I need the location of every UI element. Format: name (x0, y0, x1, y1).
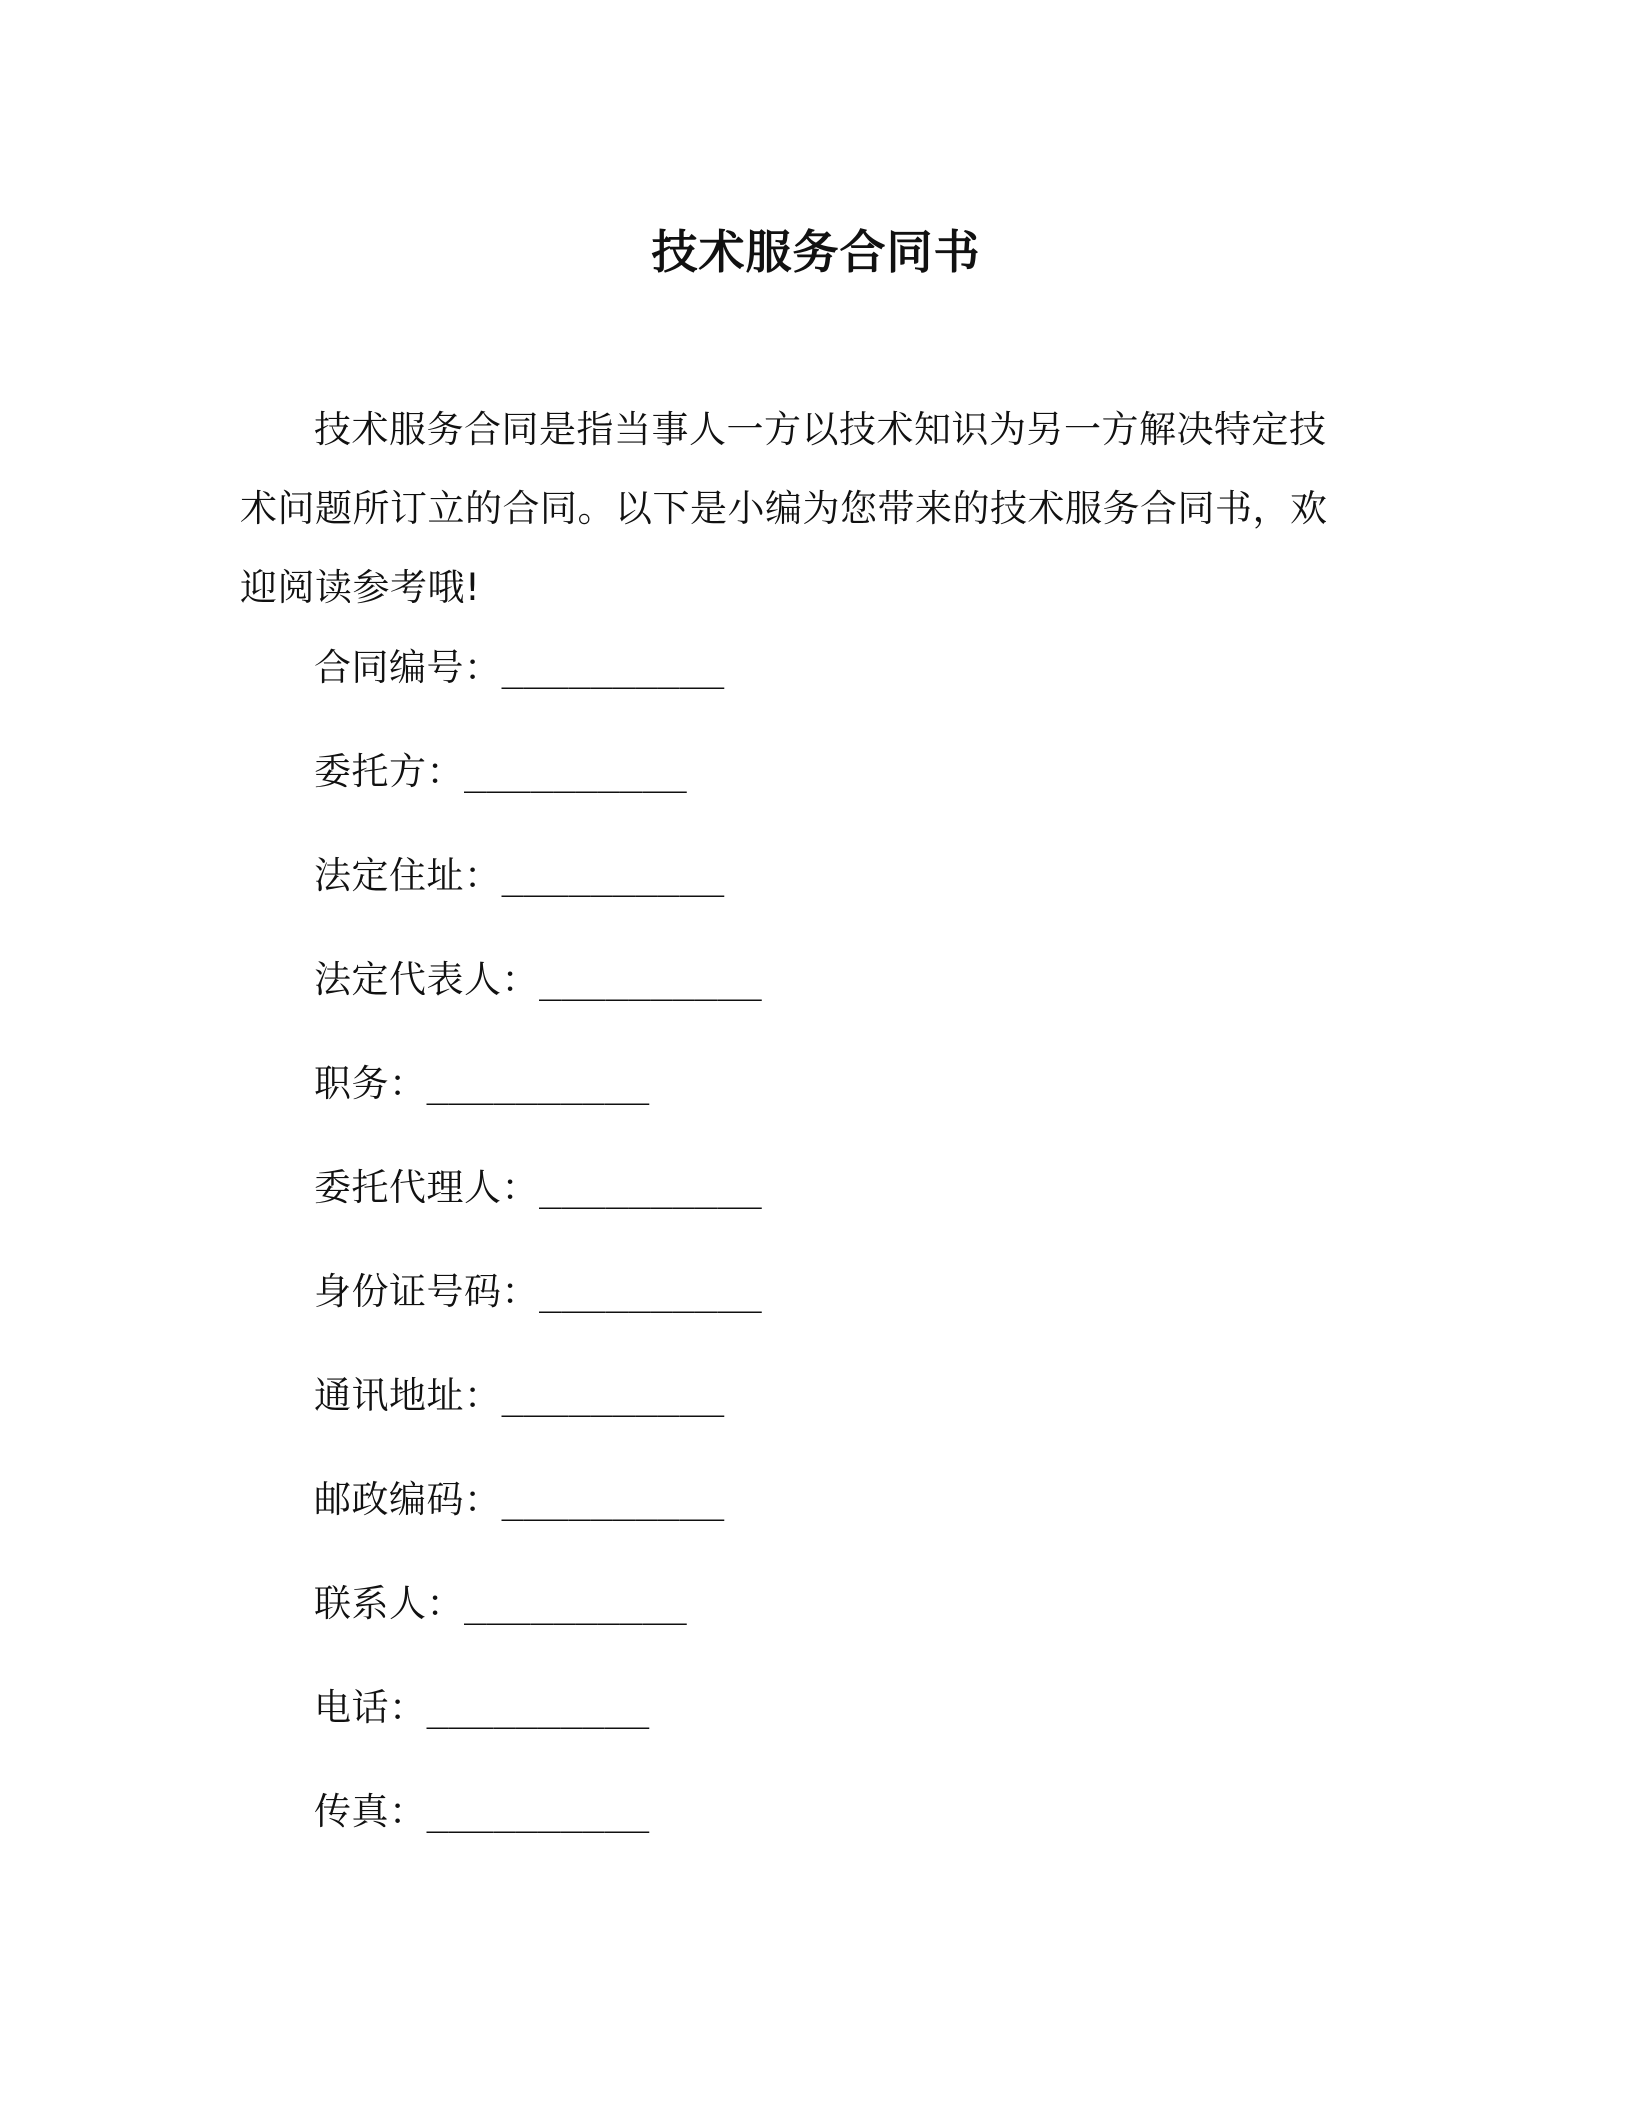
field-label: 传真： (314, 1790, 427, 1833)
field-label: 法定住址： (314, 854, 502, 897)
field-contract-number (314, 642, 762, 746)
field-label: 电话： (314, 1686, 427, 1729)
field-blank: __________ (539, 1166, 762, 1209)
field-label: 委托方： (314, 750, 464, 793)
field-label: 职务： (314, 1062, 427, 1105)
field-label: 邮政编码： (314, 1478, 502, 1521)
field-legal-address (314, 850, 762, 954)
field-postal-code (314, 1474, 762, 1578)
field-label: 通讯地址： (314, 1374, 502, 1417)
field-blank: __________ (501, 854, 725, 897)
document-title: 技术服务合同书 (651, 225, 981, 279)
field-blank: __________ (539, 1270, 762, 1313)
contract-fields (314, 642, 762, 1890)
field-label: 法定代表人： (314, 958, 539, 1001)
field-label: 合同编号： (314, 646, 502, 689)
field-fax (314, 1786, 762, 1890)
field-label: 委托代理人： (314, 1166, 539, 1209)
field-client (314, 746, 762, 850)
field-blank: __________ (464, 1582, 687, 1625)
field-agent (314, 1162, 762, 1266)
field-id-number (314, 1266, 762, 1370)
field-label: 身份证号码： (314, 1270, 539, 1313)
field-blank: __________ (426, 1790, 650, 1833)
field-label: 联系人： (314, 1582, 464, 1625)
field-contact-person (314, 1578, 762, 1682)
field-mailing-address (314, 1370, 762, 1474)
field-blank: __________ (501, 646, 725, 689)
field-blank: __________ (501, 1478, 725, 1521)
field-position (314, 1058, 762, 1162)
field-blank: __________ (539, 958, 762, 1001)
intro-paragraph: 技术服务合同是指当事人一方以技术知识为另一方解决特定技术问题所订立的合同。以下是小编为您带来的技术服务合同书，欢迎阅读参考哦! (240, 408, 1328, 609)
field-blank: __________ (426, 1686, 650, 1729)
field-blank: __________ (501, 1374, 725, 1417)
field-blank: __________ (464, 750, 687, 793)
field-blank: __________ (426, 1062, 650, 1105)
field-legal-representative (314, 954, 762, 1058)
field-phone (314, 1682, 762, 1786)
